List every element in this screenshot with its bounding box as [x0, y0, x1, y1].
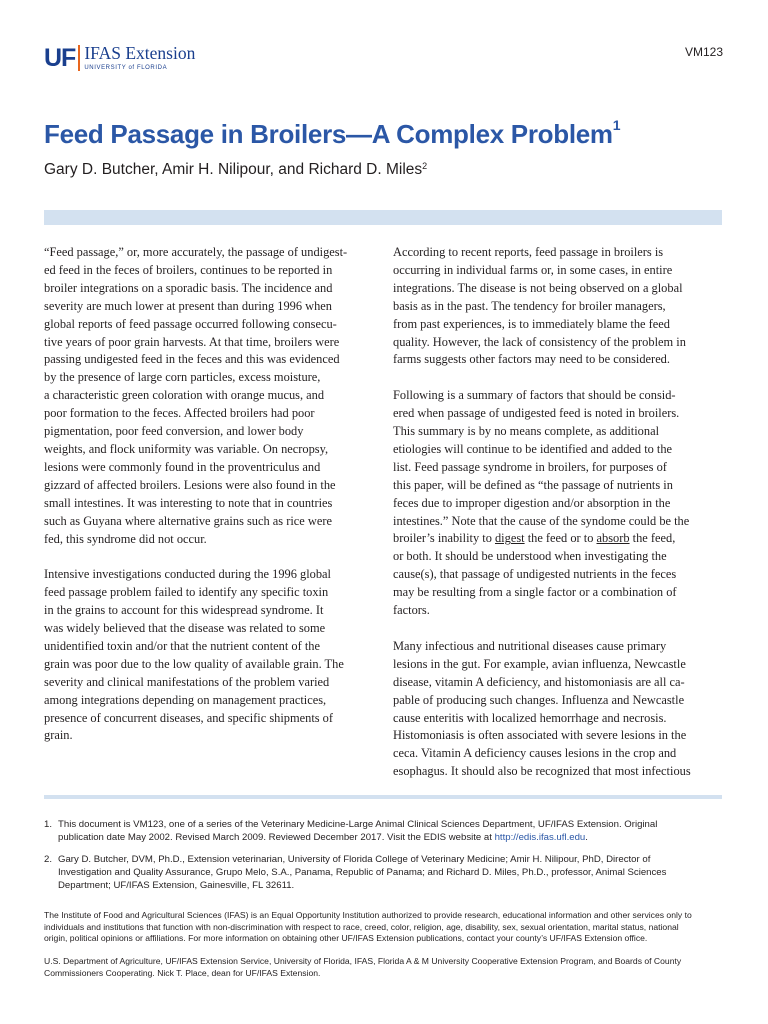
logo-divider	[78, 45, 80, 71]
paragraph: “Feed passage,” or, more accurately, the passage of undigest- ed feed in the feces of broilers, continues to be reported in broiler integrations on a sporadic basis. The incidence and severity are much lower at present than during 1996 when global reports of feed passage occurred following consecu- tive years of poor grain harvests. At that time, broilers were passing undigested feed in the feces and this was evidenced by the presence of large corn particles, excess moisture, a characteristic green coloration with orange mucus, and poor formation to the feces. Affected broilers had poor pigmentation, poor feed conversion, and lower body weights, and flock uniformity was variable. On necropsy, lesions were commonly found in the proventriculus and gizzard of affected broilers. Lesions were also found in the small intestines. It was interesting to note that in countries such as Guyana where alternative grains such as rice were fed, this syndrome did not occur.	[44, 245, 348, 546]
underlined-term: absorb	[596, 531, 630, 546]
underlined-term: digest	[494, 531, 525, 546]
footnote-2: 2. Gary D. Butcher, DVM, Ph.D., Extension veterinarian, University of Florida College of Veterinary Medicine; Amir H. Nilipour, PhD, Director of Investigation and Quality Assurance, Grupo Melo, S.A., Panama, Republic of Panama; and Richard D. Miles, Ph.D., professor, Animal Sciences Department; UF/IFAS Extension, Gainesville, FL 32611.	[44, 854, 667, 891]
logo-university: UNIVERSITY of FLORIDA	[84, 65, 168, 71]
footnote-1: 1. This document is VM123, one of a series of the Veterinary Medicine-Large Animal Clinical Sciences Department, UF/IFAS Extension. Original publication date May 2002. Revised March 2009. Reviewed December 2017. Visit the EDIS website at http://edis.ifas.ufl.edu.	[44, 819, 658, 843]
paragraph: Intensive investigations conducted during the 1996 global feed passage problem failed to identify any specific toxin in the grains to account for this widespread syndrome. It was widely believed that the disease was related to some unidentified toxin and/or that the nutrient content of the grain was poor due to the low quality of available grain. The severity and clinical manifestations of the problem varied among integrations depending on management practices, presence of concurrent diseases, and specific shipments of grain.	[44, 567, 344, 743]
authors: Gary D. Butcher, Amir H. Nilipour, and Richard D. Miles$^2$	[44, 161, 428, 178]
cooperation-statement: U.S. Department of Agriculture, UF/IFAS Extension Service, University of Florida, IFAS, Florida A & M University Cooperative Extension Program, and Boards of County Commissioners Cooperating. Nick T. Place, dean for UF/IFAS Extension.	[44, 956, 682, 978]
authors-footnote-ref: 2	[422, 161, 428, 171]
logo-mark: UF	[44, 44, 76, 72]
edis-link[interactable]: http://edis.ifas.ufl.edu	[494, 832, 586, 843]
footnote-divider	[44, 795, 722, 799]
logo-name: IFAS Extension	[84, 43, 196, 63]
page-title: Feed Passage in Broilers—A Complex Problem$^1$	[44, 117, 621, 149]
paragraph: Following is a summary of factors that should be consid- ered when passage of undigested feed is noted in broilers. This summary is by no means complete, as additional etiologies will continue to be identified and added to the list. Feed passage syndrome in broilers, for purposes of this paper, will be defined as “the passage of nutrients in feces due to improper digestion and/or absorption in the intestines.” Note that the cause of the syndome could be the broiler’s inability to digest the feed or to absorb the feed, or both. It should be understood when investigating the cause(s), that passage of undigested nutrients in the feces may be resulting from a single factor or a combination of factors.	[393, 388, 690, 618]
paragraph: Many infectious and nutritional diseases cause primary lesions in the gut. For example, avian influenza, Newcastle disease, vitamin A deficiency, and histomoniasis are all ca- pable of producing such changes. Influenza and Newcastle cause enteritis with localized hemorrhage and necrosis. Histomoniasis is often associated with severe lesions in the ceca. Vitamin A deficiency causes lesions in the crop and esophagus. It should also be recognized that most infectious	[393, 638, 691, 779]
document-id: VM123	[684, 45, 723, 59]
equal-opportunity-statement: The Institute of Food and Agricultural Sciences (IFAS) is an Equal Opportunity Institution authorized to provide research, educational information and other services only to individuals and institutions that function with non-discrimination with respect to race, creed, color, religion, age, disability, sex, sexual orientation, marital status, national origin, political opinions or affiliations. For more information on obtaining other UF/IFAS Extension publications, contact your county’s UF/IFAS Extension office.	[44, 910, 692, 944]
uf-ifas-logo	[44, 44, 195, 74]
paragraph: According to recent reports, feed passage in broilers is occurring in individual farms or, in some cases, in entire integrations. The disease is not being observed on a global basis as in the past. The tendency for broiler managers, from past experiences, is to immediately blame the feed quality. However, the lack of consistency of the problem in farms suggests other factors may need to be considered.	[393, 245, 686, 367]
right-column	[393, 244, 727, 799]
title-footnote-ref: 1	[612, 117, 621, 133]
left-column	[44, 244, 378, 763]
header-band	[44, 210, 722, 225]
